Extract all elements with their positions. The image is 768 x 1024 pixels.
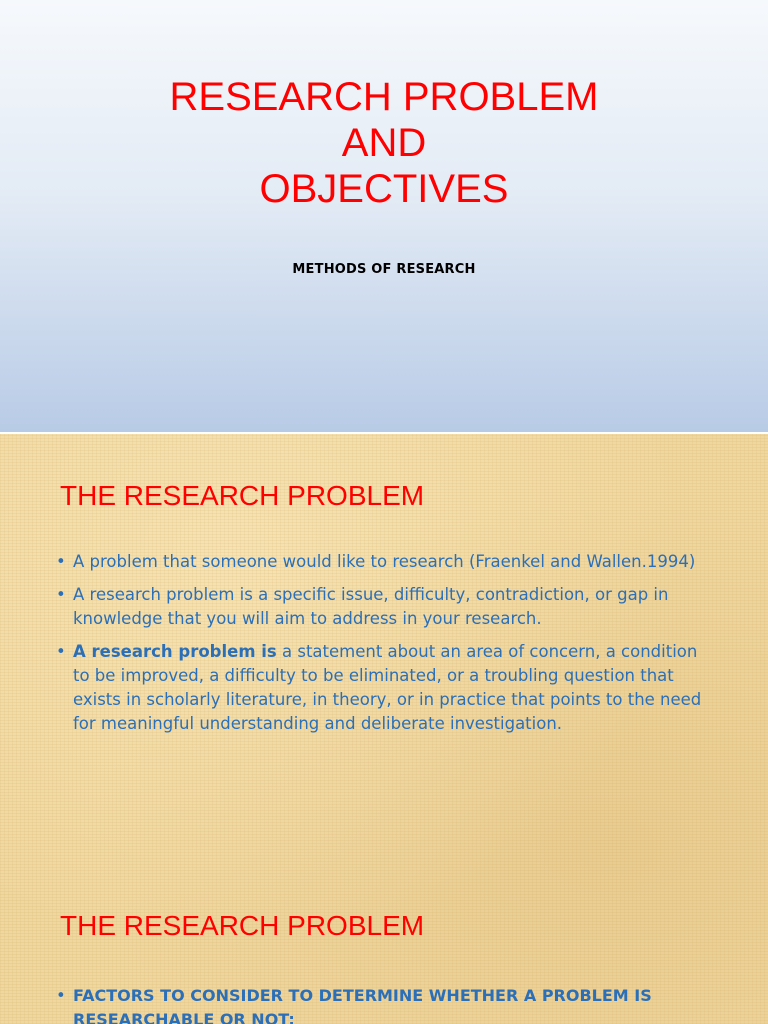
section-heading-2: THE RESEARCH PROBLEM	[60, 910, 425, 941]
list-item	[56, 640, 716, 736]
bullet-icon: •	[56, 585, 66, 604]
bullet-icon: •	[56, 642, 66, 661]
list-item	[56, 550, 716, 574]
title-line-3: OBJECTIVES	[259, 167, 509, 211]
bullet-list-1	[56, 550, 716, 745]
bullet-text: FACTORS TO CONSIDER TO DETERMINE WHETHER A PROBLEM IS RESEARCHABLE OR NOT:	[73, 986, 652, 1024]
content-slides	[0, 434, 768, 1024]
title-line-1: RESEARCH PROBLEM	[169, 75, 599, 119]
bullet-list-2	[56, 984, 716, 1024]
list-item	[56, 984, 716, 1024]
bullet-icon: •	[56, 552, 66, 571]
section-heading-1: THE RESEARCH PROBLEM	[60, 480, 425, 511]
main-title	[0, 74, 768, 212]
list-item	[56, 583, 716, 631]
bullet-icon: •	[56, 986, 66, 1005]
bullet-text: a statement about an area of concern, a condition to be improved, a difficulty to be eliminated, or a troubling question that exists in scholarly literature, in theory, or in practice that points to the need for meaningful understanding and deliberate investigation.	[73, 642, 702, 733]
bullet-text: A research problem is a specific issue, difficulty, contradiction, or gap in knowledge that you will aim to address in your research.	[73, 585, 669, 628]
title-line-2: AND	[341, 121, 427, 165]
title-slide	[0, 0, 768, 432]
bullet-bold-lead: A research problem is	[73, 642, 277, 661]
subtitle: METHODS OF RESEARCH	[292, 262, 476, 277]
bullet-text: A problem that someone would like to research (Fraenkel and Wallen.1994)	[73, 552, 696, 571]
